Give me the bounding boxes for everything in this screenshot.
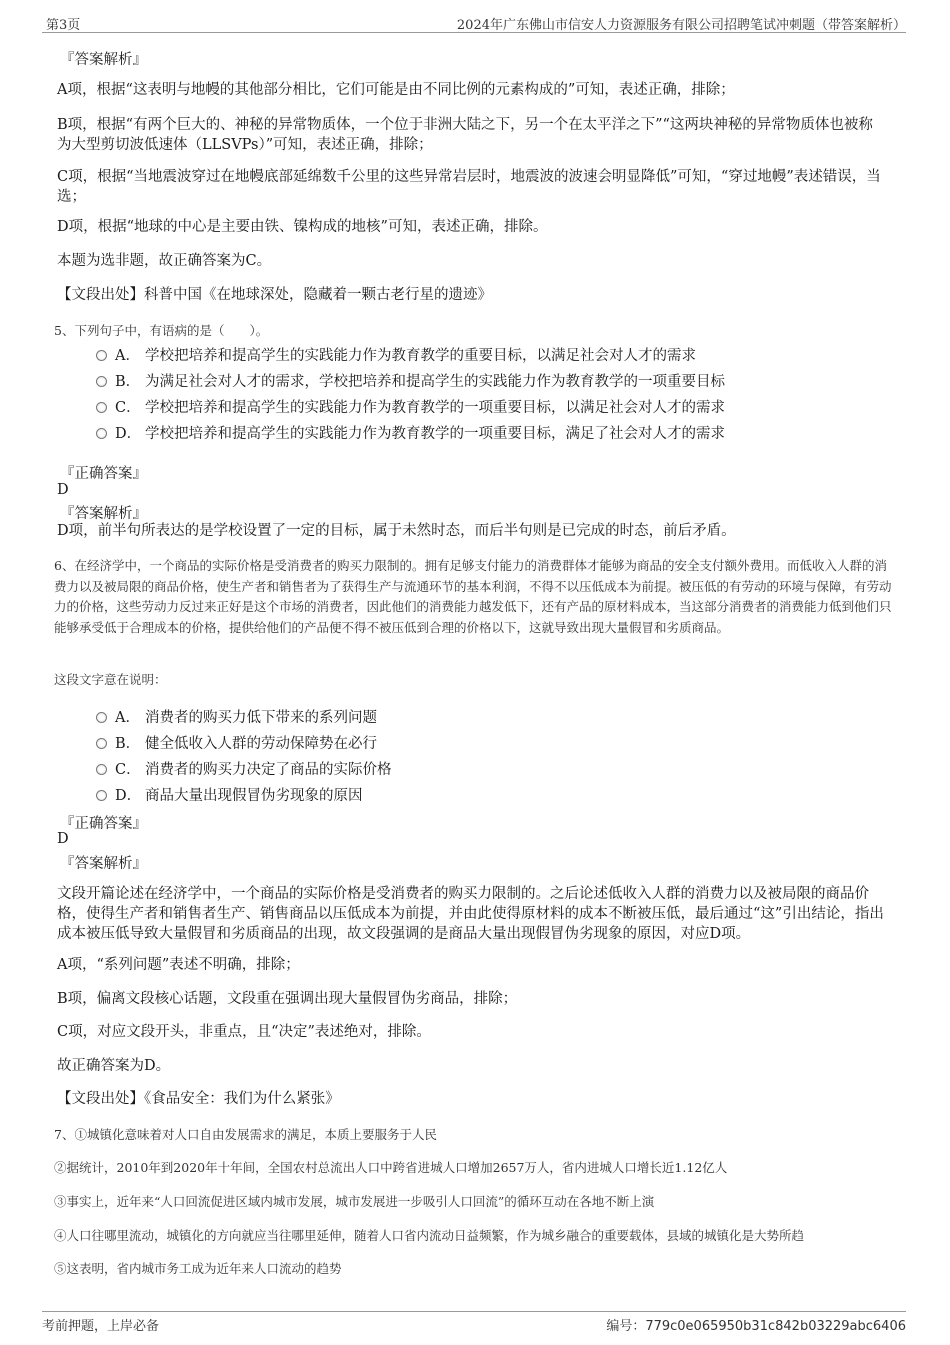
q7-sentence-1: 7、①城镇化意味着对人口自由发展需求的满足，本质上要服务于人民 [54, 1127, 437, 1142]
page-header [42, 12, 906, 33]
q6-option-c[interactable]: C． 消费者的购买力决定了商品的实际价格 [96, 758, 392, 779]
radio-icon[interactable] [96, 376, 107, 387]
document-id: 编号：779c0e065950b31c842b03229abc6406 [606, 1319, 906, 1334]
q4-analysis-label: 『答案解析』 [60, 52, 147, 68]
q7-sentence-3: ③事实上，近年来“人口回流促进区域内城市发展，城市发展进一步吸引人口回流”的循环互动在各地不断上演 [54, 1194, 655, 1209]
q6-option-d[interactable]: D． 商品大量出现假冒伪劣现象的原因 [96, 784, 363, 805]
q5-option-a[interactable]: A． 学校把培养和提高学生的实践能力作为教育教学的重要目标，以满足社会对人才的需求 [96, 344, 696, 365]
radio-icon[interactable] [96, 712, 107, 723]
q6-option-a[interactable]: A． 消费者的购买力低下带来的系列问题 [96, 706, 377, 727]
radio-icon[interactable] [96, 764, 107, 775]
q7-sentence-2: ②据统计，2010年到2020年十年间，全国农村总流出人口中跨省进城人口增加2657万人，省内进城人口增长近1.12亿人 [54, 1160, 728, 1175]
radio-icon[interactable] [96, 350, 107, 361]
page-number: 第3页 [46, 18, 81, 33]
q6-passage: 6、在经济学中，一个商品的实际价格是受消费者的购买力限制的。拥有足够支付能力的消费群体才能够为商品的安全支付额外费用。而低收入人群的消费力以及被局限的商品价格，使生产者和销售者为了获得生产与流通环节的基本利润，不得不以压低成本为前提。被压低的有劳动的环境与保障，有劳动力的价格，这些劳动力反过来正好是这个市场的消费者，因此他们的消费能力越发低下，还有产品的原材料成本，当这部分消费者的消费能力低到他们只能够承受低于合理成本的价格，提供给他们的产品便不得不被压低到合理的价格以下，这就导致出现大量假冒和劣质商品。 [54, 558, 892, 635]
q4-analysis-d: D项，根据“地球的中心是主要由铁、镍构成的地核”可知，表述正确，排除。 [57, 219, 548, 235]
q4-analysis-a: A项，根据“这表明与地幔的其他部分相比，它们可能是由不同比例的元素构成的”可知，表述正确，排除； [57, 82, 735, 98]
q5-answer-label: 『正确答案』 [60, 466, 147, 482]
q6-source: 【文段出处】《食品安全：我们为什么紧张》 [57, 1091, 340, 1107]
page-footer [42, 1311, 906, 1334]
q6-analysis-a: A项，“系列问题”表述不明确，排除； [57, 957, 300, 973]
q5-analysis: D项，前半句所表达的是学校设置了一定的目标，属于未然时态，而后半句则是已完成的时态，前后矛盾。 [57, 523, 736, 539]
q6-answer: D [57, 831, 69, 847]
q6-analysis: 文段开篇论述在经济学中，一个商品的实际价格是受消费者的购买力限制的。之后论述低收入人群的消费力以及被局限的商品价格，使得生产者和销售者生产、销售商品以压低成本为前提，并由此使得原材料的成本不断被压低，最后通过“这”引出结论，指出成本被压低导致大量假冒和劣质商品的出现，故文段强调的是商品大量出现假冒伪劣现象的原因，对应D项。 [57, 886, 884, 942]
radio-icon[interactable] [96, 402, 107, 413]
q4-conclusion: 本题为选非题，故正确答案为C。 [57, 253, 272, 269]
radio-icon[interactable] [96, 738, 107, 749]
q5-answer: D [57, 482, 69, 498]
q7-sentence-4: ④人口往哪里流动，城镇化的方向就应当往哪里延伸，随着人口省内流动日益频繁，作为城乡融合的重要载体，县域的城镇化是大势所趋 [54, 1228, 805, 1243]
q6-analysis-label: 『答案解析』 [60, 856, 147, 872]
q5-analysis-label: 『答案解析』 [60, 506, 147, 522]
q6-option-b[interactable]: B． 健全低收入人群的劳动保障势在必行 [96, 732, 377, 753]
q5-option-d[interactable]: D． 学校把培养和提高学生的实践能力作为教育教学的一项重要目标，满足了社会对人才的需求 [96, 422, 725, 443]
q5-option-b[interactable]: B． 为满足社会对人才的需求，学校把培养和提高学生的实践能力作为教育教学的一项重要目标 [96, 370, 725, 391]
q5-question: 5、下列句子中，有语病的是（ ）。 [54, 323, 269, 338]
q6-conclusion: 故正确答案为D。 [57, 1058, 171, 1074]
q4-analysis-c: C项，根据“当地震波穿过在地幔底部延绵数千公里的这些异常岩层时，地震波的波速会明显降低”可知，“穿过地幔”表述错误，当选； [57, 169, 881, 205]
q6-analysis-c: C项，对应文段开头，非重点，且“决定”表述绝对，排除。 [57, 1024, 431, 1040]
q6-prompt: 这段文字意在说明： [54, 672, 167, 687]
document-title: 2024年广东佛山市信安人力资源服务有限公司招聘笔试冲刺题（带答案解析） [456, 18, 906, 33]
q6-analysis-b: B项，偏离文段核心话题，文段重在强调出现大量假冒伪劣商品，排除； [57, 991, 518, 1007]
q4-analysis-b: B项，根据“有两个巨大的、神秘的异常物质体，一个位于非洲大陆之下，另一个在太平洋之下”“这两块神秘的异常物质体也被称为大型剪切波低速体（LLSVPs）”可知，表述正确，排除； [57, 117, 873, 153]
q6-answer-label: 『正确答案』 [60, 816, 147, 832]
q5-option-c[interactable]: C． 学校把培养和提高学生的实践能力作为教育教学的一项重要目标，以满足社会对人才的需求 [96, 396, 725, 417]
q4-source: 【文段出处】科普中国《在地球深处，隐藏着一颗古老行星的遗迹》 [57, 287, 492, 303]
q7-sentence-5: ⑤这表明，省内城市务工成为近年来人口流动的趋势 [54, 1261, 342, 1276]
footer-slogan: 考前押题，上岸必备 [42, 1319, 160, 1334]
radio-icon[interactable] [96, 428, 107, 439]
radio-icon[interactable] [96, 790, 107, 801]
